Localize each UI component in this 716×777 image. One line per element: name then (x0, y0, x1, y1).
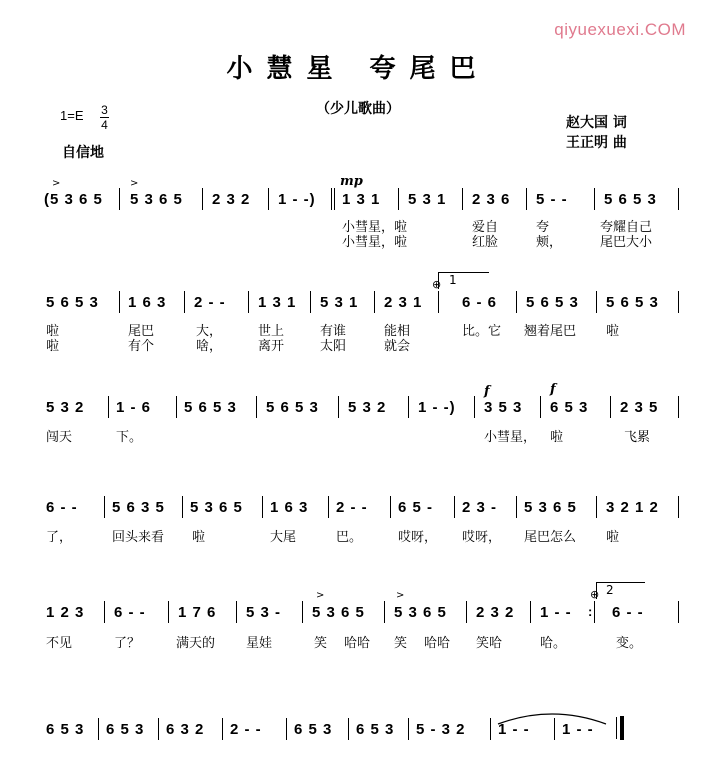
lyric: 啦 (606, 324, 620, 339)
measure: 6 5 3 (106, 721, 145, 738)
barline (610, 396, 611, 418)
lyric: 不见 (46, 636, 73, 651)
measure: 6 3 2 (166, 721, 205, 738)
lyric: 飞累 (624, 430, 651, 445)
measure: 5 6 5 3 (266, 399, 319, 416)
lyric: 哈哈 (424, 636, 451, 651)
accent-mark: > (52, 178, 61, 189)
measure: 1 - - (562, 721, 594, 738)
measure: 6 5 3 (46, 721, 85, 738)
lyric: 哈哈 (344, 636, 371, 651)
lyric: 哎呀， (462, 530, 502, 545)
lyricist-credit: 赵大国 词 (566, 115, 627, 131)
barline (408, 396, 409, 418)
measure: 5 3 2 (348, 399, 387, 416)
barline (526, 188, 527, 210)
lyric: 大， (196, 324, 223, 339)
barline (168, 601, 169, 623)
lyric: 翘着尾巴 (524, 324, 577, 339)
dynamic-f: f (484, 384, 490, 399)
barline (374, 291, 375, 313)
measure: 6 - 6 (462, 294, 498, 311)
barline (678, 496, 679, 518)
barline (104, 496, 105, 518)
measure: 5 3 6 5 (524, 499, 577, 516)
dynamic-mp: mp (340, 174, 363, 189)
barline (222, 718, 223, 740)
barline (331, 188, 332, 210)
barline (310, 291, 311, 313)
barline (202, 188, 203, 210)
lyric: 笑 (314, 636, 328, 651)
measure: 6 - - (46, 499, 78, 516)
measure: 1 - - (498, 721, 530, 738)
measure: 2 - - (230, 721, 262, 738)
volta-number: 2 (606, 583, 614, 597)
lyric: 回头来看 (112, 530, 165, 545)
lyric: 啥， (196, 339, 223, 354)
measure: 3 2 1 2 (606, 499, 659, 516)
barline (158, 718, 159, 740)
measure: 5 3 1 (320, 294, 359, 311)
measure: 2 3 6 (472, 191, 511, 208)
site-watermark: qiyuexuexi.COM (554, 20, 686, 39)
lyric: 笑哈 (476, 636, 503, 651)
lyric: 啦 (550, 430, 564, 445)
lyric: 颊， (536, 235, 563, 250)
measure: 5 - - (536, 191, 568, 208)
measure: 3 5 3 (484, 399, 523, 416)
measure: 6 5 3 (550, 399, 589, 416)
measure: 5 6 3 5 (112, 499, 165, 516)
measure: 5 3 6 5 (312, 604, 365, 621)
barline (119, 291, 120, 313)
barline (302, 601, 303, 623)
lyric: 下。 (116, 430, 143, 445)
lyric: 世上 (258, 324, 285, 339)
barline (262, 496, 263, 518)
repeat-dots: : (588, 604, 594, 619)
barline (490, 718, 491, 740)
measure: 5 3 - (246, 604, 282, 621)
barline (462, 188, 463, 210)
tie-arc (496, 708, 608, 726)
lyric: 就会 (384, 339, 411, 354)
lyric: 啦 (192, 530, 206, 545)
lyric: 小彗星，啦 (342, 220, 408, 235)
lyric: 夸耀自己 (600, 220, 653, 235)
composer-credit: 王正明 曲 (566, 135, 627, 151)
song-subtitle: （少儿歌曲） (316, 101, 400, 117)
key-signature: 1=E (60, 108, 84, 123)
barline (236, 601, 237, 623)
measure: 1 - -) (418, 399, 456, 416)
measure: 5 - 3 2 (416, 721, 466, 738)
lyric: 爱自 (472, 220, 499, 235)
lyric: 啦 (46, 339, 60, 354)
measure: 1 7 6 (178, 604, 217, 621)
barline (454, 496, 455, 518)
dynamic-f: f (550, 382, 556, 397)
barline (248, 291, 249, 313)
barline (176, 396, 177, 418)
measure: 5 6 5 3 (526, 294, 579, 311)
barline (540, 396, 541, 418)
barline (678, 396, 679, 418)
time-signature-top: 3 (101, 103, 108, 117)
measure: 1 6 3 (128, 294, 167, 311)
accent-mark: > (396, 590, 405, 601)
barline (594, 188, 595, 210)
measure: 5 6 5 3 (184, 399, 237, 416)
lyric: 满天的 (176, 636, 216, 651)
lyric: 笑 (394, 636, 408, 651)
measure: 1 3 1 (258, 294, 297, 311)
measure: 6 5 3 (356, 721, 395, 738)
barline (384, 601, 385, 623)
barline (184, 291, 185, 313)
barline (119, 188, 120, 210)
barline (398, 188, 399, 210)
lyric: 比。它 (462, 324, 502, 339)
measure: 1 - 6 (116, 399, 152, 416)
measure: 5 3 6 5 (190, 499, 243, 516)
measure: 1 - -) (278, 191, 316, 208)
time-signature-bottom: 4 (101, 118, 108, 132)
barline (98, 718, 99, 740)
barline (182, 496, 183, 518)
lyric: 离开 (258, 339, 285, 354)
barline (438, 291, 439, 313)
barline (408, 718, 409, 740)
lyric: 尾巴大小 (600, 235, 653, 250)
barline (390, 496, 391, 518)
barline (328, 496, 329, 518)
lyric: 了， (46, 530, 73, 545)
lyric: 太阳 (320, 339, 347, 354)
lyric: 小彗星，啦 (342, 235, 408, 250)
measure: 2 3 1 (384, 294, 423, 311)
lyric: 了？ (114, 636, 141, 651)
lyric: 小彗星， (484, 430, 537, 445)
measure: 2 - - (194, 294, 226, 311)
coda-icon: ⊕ (590, 588, 600, 601)
coda-icon: ⊕ (432, 278, 442, 291)
lyric: 夸 (536, 220, 550, 235)
measure: 6 5 3 (294, 721, 333, 738)
barline (286, 718, 287, 740)
barline (516, 291, 517, 313)
measure: 1 6 3 (270, 499, 309, 516)
measure: 5 3 6 5 (130, 191, 183, 208)
lyric: 有个 (128, 339, 155, 354)
measure: 1 3 1 (342, 191, 381, 208)
measure: 1 - - (540, 604, 572, 621)
lyric: 巴。 (336, 530, 363, 545)
barline (466, 601, 467, 623)
time-signature (100, 104, 109, 131)
measure: 5 3 2 (46, 399, 85, 416)
barline (108, 396, 109, 418)
measure: 1 2 3 (46, 604, 85, 621)
measure: 5 3 1 (408, 191, 447, 208)
lyric: 啦 (606, 530, 620, 545)
lyric: 啦 (46, 324, 60, 339)
accent-mark: > (316, 590, 325, 601)
lyric: 闯天 (46, 430, 73, 445)
measure: 6 - - (612, 604, 644, 621)
lyric: 哎呀， (398, 530, 438, 545)
barline (474, 396, 475, 418)
measure: 2 3 - (462, 499, 498, 516)
volta-number: 1 (449, 273, 457, 287)
lyric: 变。 (616, 636, 643, 651)
lyric: 尾巴怎么 (524, 530, 577, 545)
lyric: 哈。 (540, 636, 567, 651)
lyric: 有谁 (320, 324, 347, 339)
lyric: 能相 (384, 324, 411, 339)
measure: 6 - - (114, 604, 146, 621)
measure: 5 6 5 3 (46, 294, 99, 311)
barline (104, 601, 105, 623)
barline (256, 396, 257, 418)
measure: 2 - - (336, 499, 368, 516)
final-barline-thin (616, 717, 617, 739)
volta-bracket-1 (438, 272, 489, 289)
measure: 5 3 6 5 (394, 604, 447, 621)
lyric: 尾巴 (128, 324, 155, 339)
barline (678, 291, 679, 313)
measure: 2 3 5 (620, 399, 659, 416)
tempo-marking: 自信地 (62, 145, 104, 161)
barline (530, 601, 531, 623)
lyric: 大尾 (270, 530, 297, 545)
barline (596, 496, 597, 518)
measure: (5 3 6 5 (44, 191, 103, 208)
measure: 5 6 5 3 (606, 294, 659, 311)
measure: 5 6 5 3 (604, 191, 657, 208)
barline (678, 601, 679, 623)
final-barline-thick (620, 716, 624, 740)
barline (348, 718, 349, 740)
barline (516, 496, 517, 518)
barline (268, 188, 269, 210)
song-title: 小慧星 夸尾巴 (226, 54, 490, 84)
measure: 6 5 - (398, 499, 434, 516)
barline (338, 396, 339, 418)
measure: 2 3 2 (212, 191, 251, 208)
barline (596, 291, 597, 313)
accent-mark: > (130, 178, 139, 189)
measure: 2 3 2 (476, 604, 515, 621)
lyric: 红脸 (472, 235, 499, 250)
barline (334, 188, 335, 210)
barline (678, 188, 679, 210)
repeat-barline (594, 601, 595, 623)
volta-bracket-2 (596, 582, 645, 599)
lyric: 星娃 (246, 636, 273, 651)
